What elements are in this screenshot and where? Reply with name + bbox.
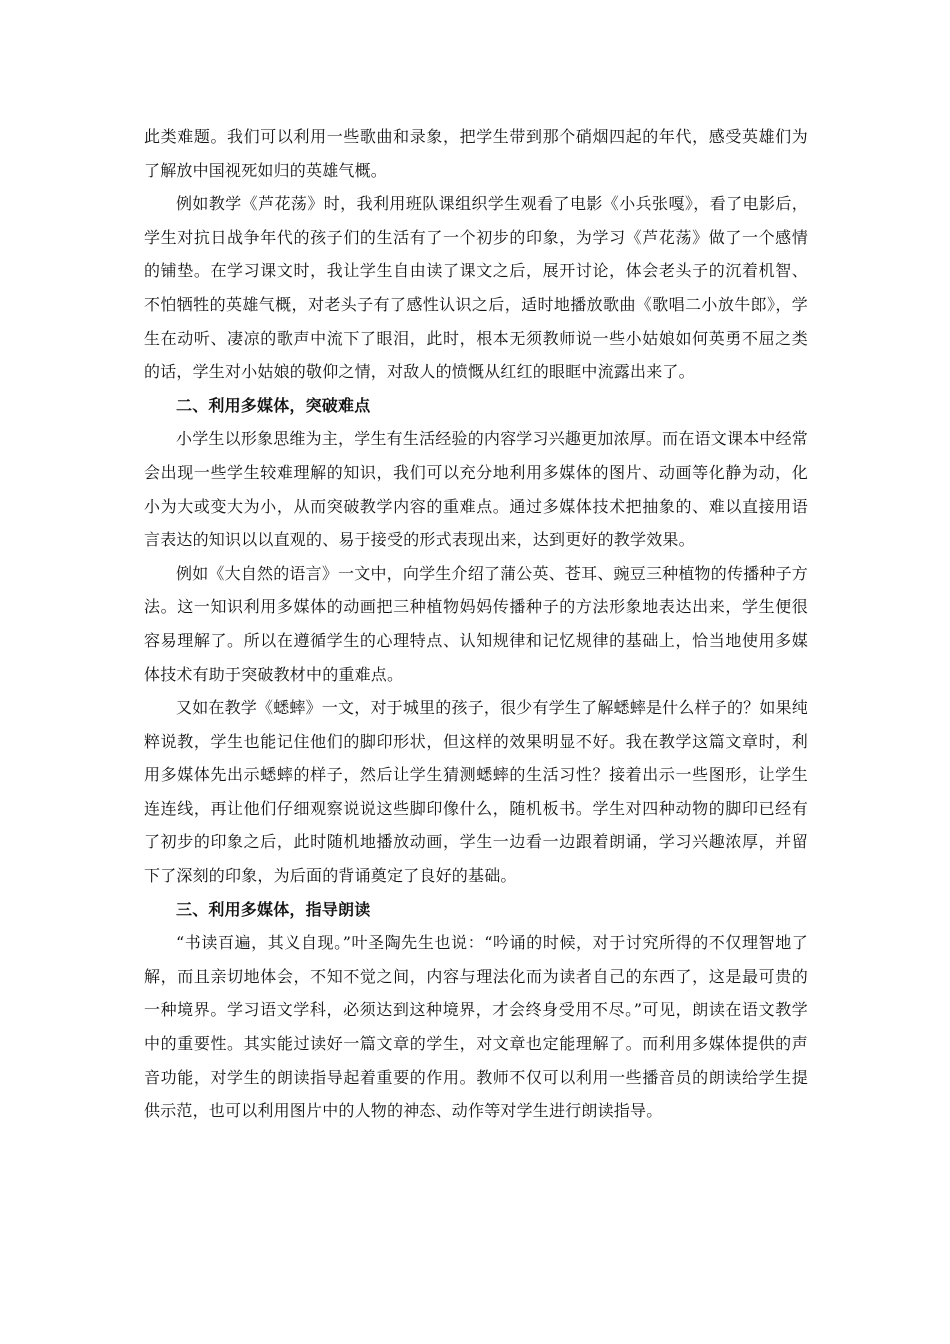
paragraph-cricket-example: 又如在教学《蟋蟀》一文，对于城里的孩子，很少有学生了解蟋蟀是什么样子的？如果纯粹说教，学生也能记住他们的脚印形状，但这样的效果明显不好。我在教学这篇文章时，利用多媒体先出示蟋蟀的样子，然后让学生猜测蟋蟀的生活习性？接着出示一些图形，让学生连连线，再让他们仔细观察说说这些脚印像什么，随机板书。学生对四种动物的脚印已经有了初步的印象之后，此时随机地播放动画，学生一边看一边跟着朗诵，学习兴趣浓厚，并留下了深刻的印象，为后面的背诵奠定了良好的基础。 (144, 698, 808, 886)
paragraph-continuation: 此类难题。我们可以利用一些歌曲和录象，把学生带到那个硝烟四起的年代，感受英雄们为了解放中国视死如归的英雄气概。 (144, 127, 808, 180)
section-heading-2: 二、利用多媒体，突破难点 (176, 395, 371, 415)
paragraph-visual-thinking: 小学生以形象思维为主，学生有生活经验的内容学习兴趣更加浓厚。而在语文课本中经常会出现一些学生较难理解的知识，我们可以充分地利用多媒体的图片、动画等化静为动，化小为大或变大为小，从而突破教学内容的重难点。通过多媒体技术把抽象的、难以直接用语言表达的知识以以直观的、易于接受的形式表现出来，达到更好的教学效果。 (144, 429, 808, 550)
paragraph-nature-language-example: 例如《大自然的语言》一文中，向学生介绍了蒲公英、苍耳、豌豆三种植物的传播种子方法。这一知识利用多媒体的动画把三种植物妈妈传播种子的方法形象地表达出来，学生便很容易理解了。所以在遵循学生的心理特点、认知规律和记忆规律的基础上，恰当地使用多媒体技术有助于突破教材中的重难点。 (144, 563, 808, 684)
section-heading-3: 三、利用多媒体，指导朗读 (176, 899, 371, 919)
paragraph-reed-marsh-example: 例如教学《芦花荡》时，我利用班队课组织学生观看了电影《小兵张嘎》，看了电影后，学生对抗日战争年代的孩子们的生活有了一个初步的印象，为学习《芦花荡》做了一个感情的铺垫。在学习课文时，我让学生自由读了课文之后，展开讨论，体会老头子的沉着机智、不怕牺牲的英雄气概，对老头子有了感性认识之后，适时地播放歌曲《歌唱二小放牛郎》，学生在动听、凄凉的歌声中流下了眼泪，此时，根本无须教师说一些小姑娘如何英勇不屈之类的话，学生对小姑娘的敬仰之情，对敌人的愤慨从红红的眼眶中流露出来了。 (144, 194, 808, 382)
paragraph-reading-guidance: “书读百遍，其义自现。”叶圣陶先生也说：“吟诵的时候，对于讨究所得的不仅理智地了解，而且亲切地体会，不知不觉之间，内容与理法化而为读者自己的东西了，这是最可贵的一种境界。学习语文学科，必须达到这种境界，才会终身受用不尽。”可见，朗读在语文教学中的重要性。其实能过读好一篇文章的学生，对文章也定能理解了。而利用多媒体提供的声音功能，对学生的朗读指导起着重要的作用。教师不仅可以利用一些播音员的朗读给学生提供示范，也可以利用图片中的人物的神态、动作等对学生进行朗读指导。 (144, 933, 808, 1121)
document-body (144, 120, 808, 1128)
